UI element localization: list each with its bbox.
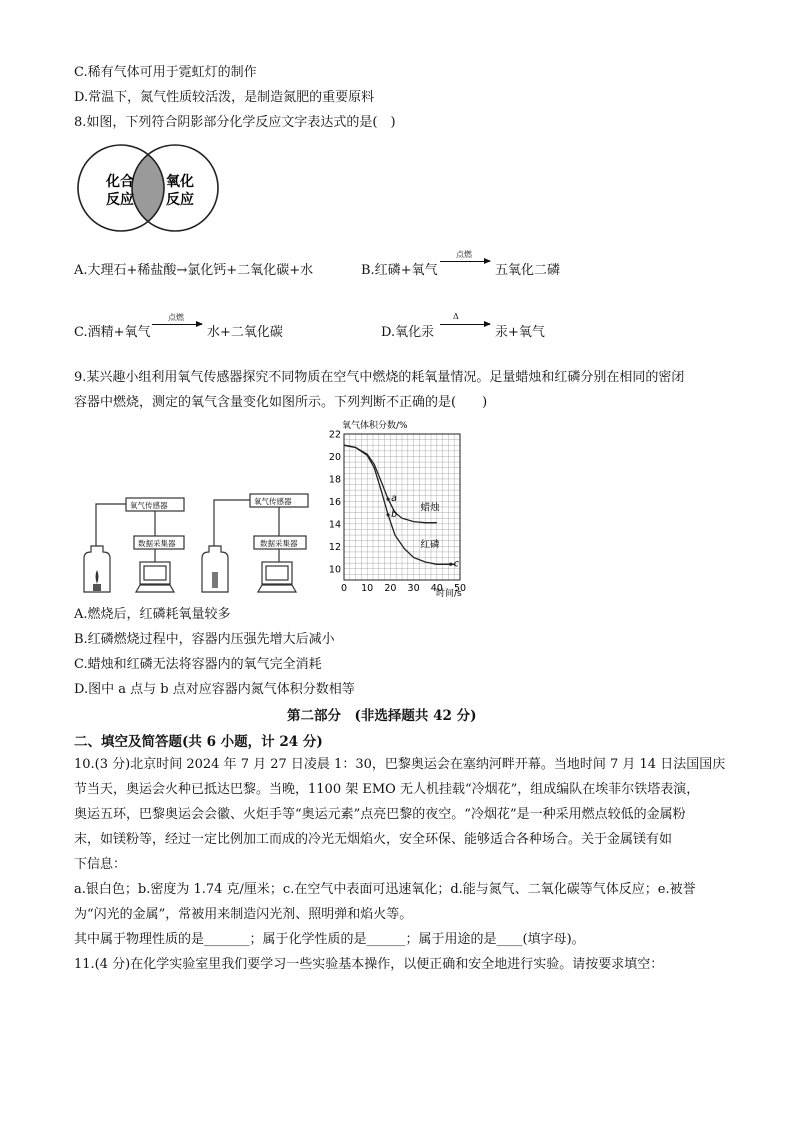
q7-option-d: D.常温下，氮气性质较活泼，是制造氮肥的重要原料	[74, 90, 375, 105]
oxygen-chart	[322, 416, 470, 600]
sensor-cable-right	[214, 500, 250, 546]
q8-option-c-left: C.酒精+氧气	[74, 325, 151, 340]
chart-ticks	[329, 430, 466, 595]
point-label-a: a	[391, 493, 397, 505]
reaction-arrow-c	[152, 324, 202, 325]
q10-line-4: 末，如镁粉等，经过一定比例加工而成的冷光无烟焰火，安全环保、能够适合各种场合。关于金属镁有如	[74, 832, 673, 847]
q8-option-d-left: D.氧化汞	[381, 325, 435, 340]
x-tick-label: 50	[453, 583, 467, 594]
q8-stem: 8.如图，下列符合阴影部分化学反应文字表达式的是( )	[74, 115, 396, 130]
q11-line-1: 11.(4 分)在化学实验室里我们要学习一些实验基本操作，以便正确和安全地进行实验。请按要求填空：	[74, 957, 664, 972]
point-label-c: c	[453, 558, 459, 570]
series-label-1: 红磷	[420, 539, 440, 551]
chart-xlabel: 时间/s	[436, 589, 462, 599]
q9-stem-line-1: 9.某兴趣小组利用氧气传感器探究不同物质在空气中燃烧的耗氧量情况。足量蜡烛和红磷分别在相同的密闭	[74, 370, 685, 385]
q10-line-3: 奥运五环，巴黎奥运会会徽、火炬手等“奥运元素”点亮巴黎的夜空。“冷烟花”是一种采用燃点较低的金属粉	[74, 807, 686, 822]
q8-option-c-condition: 点燃	[168, 313, 184, 322]
sensor-cable-left	[96, 504, 126, 546]
sensor-label-right: 氧气传感器	[254, 497, 292, 506]
x-tick-label: 20	[384, 583, 397, 594]
reaction-arrow-d	[440, 324, 490, 325]
q8-option-b-left: B.红磷+氧气	[361, 263, 438, 278]
experiment-apparatus	[74, 486, 336, 598]
point-b	[386, 513, 389, 516]
series-label-0: 蜡烛	[420, 502, 440, 514]
q10-line-2: 节当天，奥运会火种已抵达巴黎。当晚，1100 架 EMO 无人机挂载“冷烟花”，组成编队在埃菲尔铁塔表演，	[74, 782, 700, 797]
reaction-arrow-b	[440, 261, 490, 262]
venn-right-label-2: 反应	[166, 192, 194, 208]
q8-option-d-condition: Δ	[453, 312, 459, 321]
y-tick-label: 20	[328, 451, 341, 463]
x-tick-label: 30	[407, 583, 420, 594]
x-tick-label: 10	[361, 583, 374, 594]
q9-option-d: D.图中 a 点与 b 点对应容器内氮气体积分数相等	[74, 682, 355, 697]
candle-flame	[96, 570, 99, 584]
q10-line-1: 10.(3 分)北京时间 2024 年 7 月 27 日凌晨 1：30，巴黎奥运会在塞纳河畔开幕。当地时间 7 月 14 日法国国庆	[74, 757, 726, 772]
q8-option-c-right: 水+二氧化碳	[207, 325, 283, 340]
venn-right-label-1: 氧化	[166, 174, 194, 190]
collector-label-left: 数据采集器	[138, 539, 176, 548]
q10-line-6: a.银白色；b.密度为 1.74 克/厘米；c.在空气中表面可迅速氧化；d.能与氮气、二氧化碳等气体反应；e.被誉	[74, 882, 696, 897]
chart-grid	[344, 434, 460, 580]
q9-stem-line-2: 容器中燃烧，测定的氧气含量变化如图所示。下列判断不正确的是( )	[74, 395, 488, 410]
red-phosphorus-spoon	[212, 572, 218, 588]
q8-option-d-right: 汞+氧气	[495, 325, 545, 340]
sensor-label-left: 氧气传感器	[130, 501, 168, 510]
point-c	[449, 563, 452, 566]
q9-option-c: C.蜡烛和红磷无法将容器内的氧气完全消耗	[74, 657, 322, 672]
y-tick-label: 22	[328, 429, 341, 441]
x-tick-label: 40	[430, 583, 443, 594]
q9-option-b: B.红磷燃烧过程中，容器内压强先增大后减小	[74, 632, 335, 647]
section-heading: 二、填空及简答题(共 6 小题，计 24 分)	[74, 734, 323, 750]
q10-line-7: 为“闪光的金属”，常被用来制造闪光剂、照明弹和焰火等。	[74, 907, 413, 922]
q8-option-b-right: 五氧化二磷	[495, 263, 561, 278]
y-tick-label: 16	[328, 496, 341, 508]
y-tick-label: 12	[328, 541, 341, 553]
x-tick-label: 0	[340, 583, 348, 594]
candle-icon	[93, 584, 101, 591]
venn-left-label-1: 化合	[106, 174, 134, 190]
point-label-b: b	[391, 508, 398, 520]
q8-option-a: A.大理石+稀盐酸→氯化钙+二氧化碳+水	[74, 263, 314, 278]
point-a	[386, 498, 389, 501]
chart-ylabel: 氧气体积分数/%	[342, 421, 408, 431]
y-tick-label: 10	[328, 564, 341, 576]
venn-diagram	[76, 142, 220, 234]
collector-label-right: 数据采集器	[260, 539, 298, 548]
q10-line-5: 下信息：	[74, 857, 127, 872]
q7-option-c: C.稀有气体可用于霓虹灯的制作	[74, 65, 257, 80]
venn-left-label-2: 反应	[106, 192, 134, 208]
y-tick-label: 18	[328, 474, 341, 486]
q10-answer-line: 其中属于物理性质的是_______；属于化学性质的是______；属于用途的是____(填字母)。	[74, 932, 585, 947]
q8-option-b-condition: 点燃	[456, 250, 472, 259]
q9-option-a: A.燃烧后，红磷耗氧量较多	[74, 607, 231, 622]
part2-title: 第二部分 (非选择题共 42 分)	[287, 708, 477, 724]
y-tick-label: 14	[328, 519, 341, 531]
